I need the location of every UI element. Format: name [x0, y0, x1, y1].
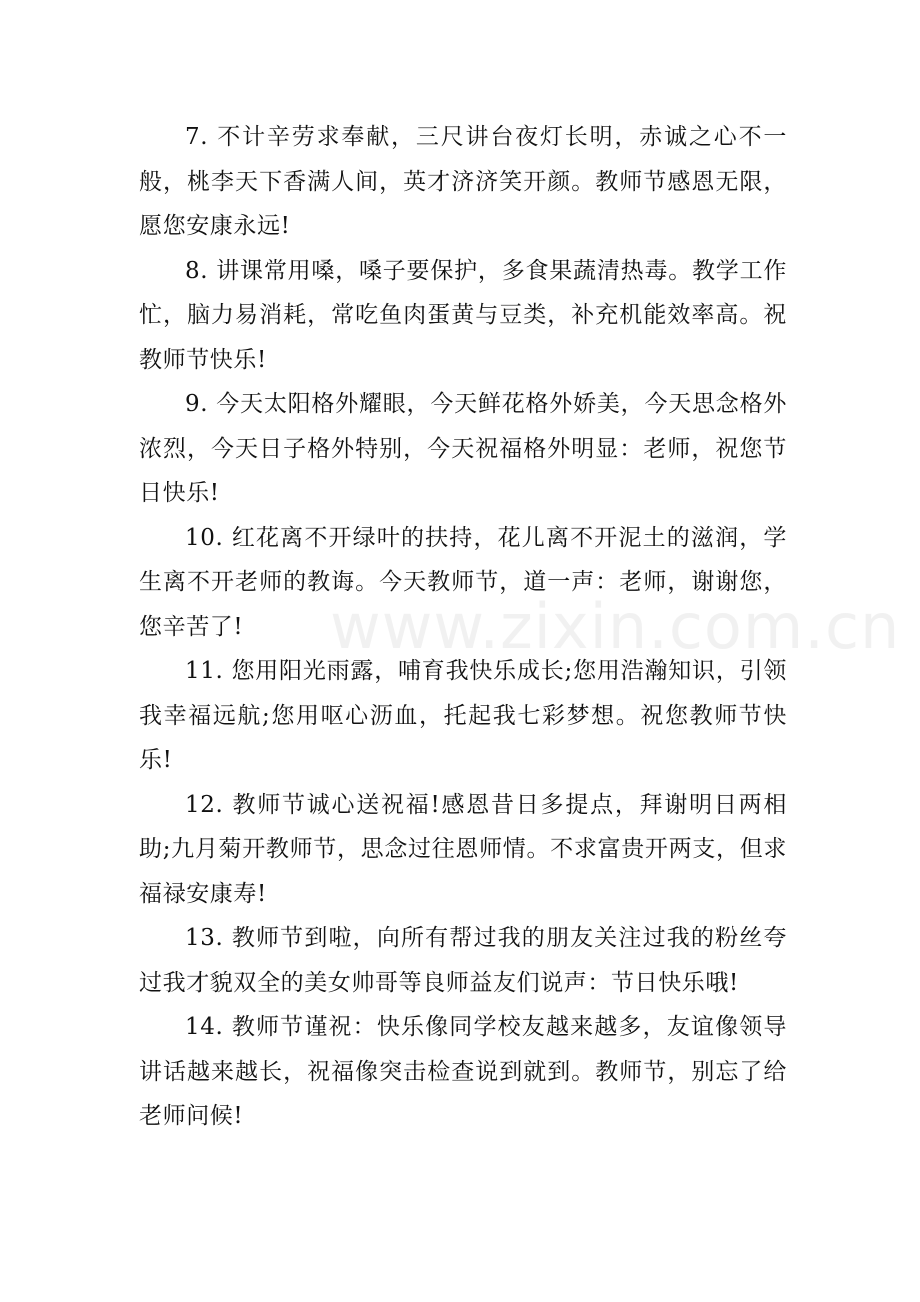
paragraph-10: 10. 红花离不开绿叶的扶持，花儿离不开泥土的滋润，学生离不开老师的教诲。今天教师节，道一声：老师，谢谢您，您辛苦了! — [139, 524, 787, 640]
paragraph-14: 14. 教师节谨祝：快乐像同学校友越来越多，友谊像领导讲话越来越长，祝福像突击检查说到就到。教师节，别忘了给老师问候! — [139, 1014, 787, 1129]
paragraph-12: 12. 教师节诚心送祝福!感恩昔日多提点，拜谢明日两相助;九月菊开教师节，思念过往恩师情。不求富贵开两支，但求福禄安康寿! — [139, 791, 787, 907]
paragraph-7: 7. 不计辛劳求奉献，三尺讲台夜灯长明，赤诚之心不一般，桃李天下香满人间，英才济济笑开颜。教师节感恩无限，愿您安康永远! — [139, 124, 787, 239]
paragraph-11: 11. 您用阳光雨露，哺育我快乐成长;您用浩瀚知识，引领我幸福远航;您用呕心沥血，托起我七彩梦想。祝您教师节快乐! — [139, 658, 787, 773]
paragraph-13: 13. 教师节到啦，向所有帮过我的朋友关注过我的粉丝夸过我才貌双全的美女帅哥等良师益友们说声：节日快乐哦! — [139, 925, 787, 996]
paragraph-9: 9. 今天太阳格外耀眼，今天鲜花格外娇美，今天思念格外浓烈，今天日子格外特别，今天祝福格外明显：老师，祝您节日快乐! — [139, 391, 787, 506]
document-body — [139, 115, 787, 1139]
watermark: www.zixin.com.cn — [330, 590, 901, 663]
paragraph-8: 8. 讲课常用嗓，嗓子要保护，多食果蔬清热毒。教学工作忙，脑力易消耗，常吃鱼肉蛋黄与豆类，补充机能效率高。祝教师节快乐! — [139, 257, 787, 373]
